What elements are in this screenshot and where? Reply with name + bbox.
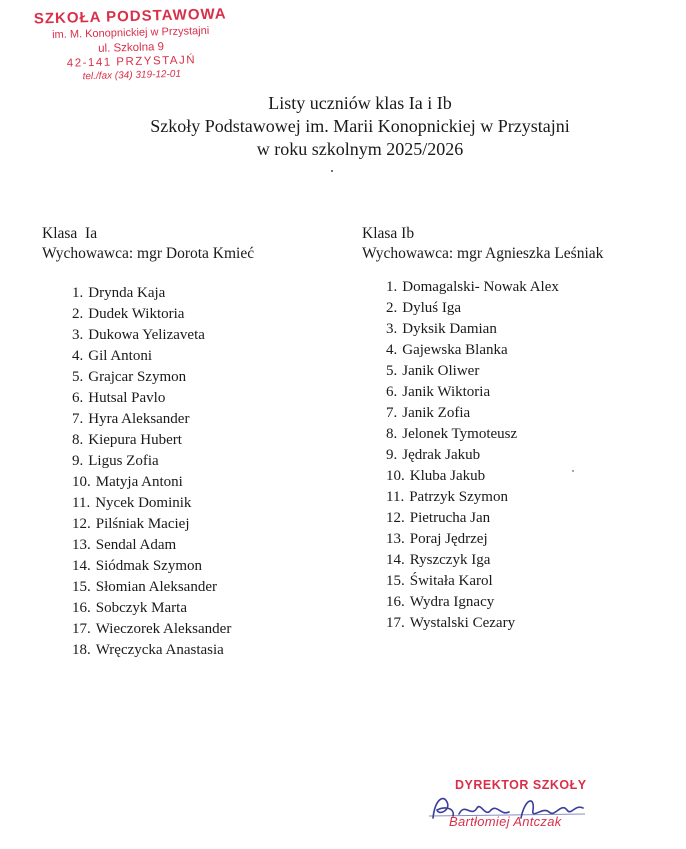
student-name: Poraj Jędrzej: [409, 531, 488, 547]
student-name: Słomian Aleksander: [95, 579, 217, 595]
class-b-student-item: [386, 487, 559, 508]
class-b-teacher: Wychowawca: mgr Agnieszka Leśniak: [362, 245, 604, 262]
class-b-student-item: [386, 466, 559, 487]
class-b-student-item: [386, 550, 559, 571]
student-number: 8.: [72, 432, 84, 448]
student-name: Dudek Wiktoria: [88, 306, 185, 322]
class-a-label: Klasa Ia: [42, 225, 98, 242]
student-number: 7.: [72, 411, 84, 427]
student-name: Drynda Kaja: [88, 285, 166, 301]
student-number: 14.: [386, 552, 405, 568]
class-a-student-item: [72, 325, 231, 346]
student-name: Wręczycka Anastasia: [95, 642, 224, 658]
student-number: 4.: [72, 348, 84, 364]
student-name: Dyksik Damian: [402, 321, 497, 337]
title-line-2: Szkoły Podstawowej im. Marii Konopnickiej w Przystajni: [150, 116, 570, 136]
student-name: Siódmak Szymon: [95, 558, 203, 574]
student-number: 4.: [386, 342, 398, 358]
class-a-student-item: [72, 598, 231, 619]
student-name: Grajcar Szymon: [88, 369, 187, 385]
student-name: Gajewska Blanka: [402, 342, 508, 358]
class-a-student-item: [72, 493, 231, 514]
student-number: 14.: [72, 558, 91, 574]
signature-role: DYREKTOR SZKOŁY: [455, 778, 587, 792]
student-number: 12.: [72, 516, 91, 532]
class-b-student-item: [386, 508, 559, 529]
class-b-student-item: [386, 319, 559, 340]
student-name: Wieczorek Aleksander: [95, 621, 232, 637]
student-name: Hyra Aleksander: [88, 411, 190, 427]
student-number: 5.: [72, 369, 84, 385]
student-name: Kiepura Hubert: [88, 432, 182, 448]
student-name: Matyja Antoni: [95, 474, 183, 490]
student-number: 2.: [72, 306, 84, 322]
class-a-student-item: [72, 472, 231, 493]
title-line-1: Listy uczniów klas Ia i Ib: [268, 93, 452, 113]
student-number: 18.: [72, 642, 91, 658]
student-number: 5.: [386, 363, 398, 379]
student-number: 16.: [72, 600, 91, 616]
student-number: 17.: [72, 621, 91, 637]
student-name: Pietrucha Jan: [409, 510, 491, 526]
class-a-student-item: [72, 409, 231, 430]
class-b-student-item: [386, 277, 559, 298]
class-a-student-item: [72, 556, 231, 577]
student-number: 12.: [386, 510, 405, 526]
signature-name: Bartłomiej Antczak: [449, 814, 562, 829]
class-a-student-list: [72, 283, 231, 661]
student-name: Jelonek Tymoteusz: [402, 426, 518, 442]
student-name: Hutsal Pavlo: [88, 390, 166, 406]
stamp-school-name: SZKOŁA PODSTAWOWA: [33, 5, 227, 28]
student-number: 13.: [72, 537, 91, 553]
class-b-student-item: [386, 298, 559, 319]
class-a-header: [42, 224, 254, 264]
student-name: Wydra Ignacy: [409, 594, 495, 610]
class-b-student-item: [386, 529, 559, 550]
student-number: 7.: [386, 405, 398, 421]
student-number: 13.: [386, 531, 405, 547]
document-title: [90, 92, 630, 161]
student-number: 10.: [72, 474, 91, 490]
class-b-student-item: [386, 424, 559, 445]
student-name: Pilśniak Maciej: [95, 516, 190, 532]
student-number: 2.: [386, 300, 398, 316]
student-number: 3.: [386, 321, 398, 337]
student-number: 11.: [386, 489, 405, 505]
school-stamp: [25, 5, 237, 83]
student-name: Janik Wiktoria: [402, 384, 491, 400]
student-number: 17.: [386, 615, 405, 631]
class-b-student-item: [386, 613, 559, 634]
class-a-teacher: Wychowawca: mgr Dorota Kmieć: [42, 245, 255, 262]
class-a-student-item: [72, 535, 231, 556]
class-b-header: [362, 224, 603, 264]
student-number: 15.: [72, 579, 91, 595]
class-a-student-item: [72, 451, 231, 472]
class-b-student-item: [386, 340, 559, 361]
class-a-student-item: [72, 514, 231, 535]
class-a-student-item: [72, 640, 231, 661]
class-a-student-item: [72, 283, 231, 304]
student-name: Janik Oliwer: [402, 363, 480, 379]
student-number: 10.: [386, 468, 405, 484]
class-b-student-item: [386, 571, 559, 592]
ink-dot: [331, 170, 333, 172]
student-number: 6.: [72, 390, 84, 406]
stamp-city: 42-141 PRZYSTAJŃ: [66, 54, 197, 70]
class-b-student-item: [386, 382, 559, 403]
class-b-label: Klasa Ib: [362, 225, 415, 242]
student-name: Świtała Karol: [409, 573, 493, 589]
student-name: Sendal Adam: [95, 537, 177, 553]
stamp-phone: tel./fax (34) 319-12-01: [82, 68, 182, 83]
class-a-student-item: [72, 346, 231, 367]
student-name: Janik Zofia: [402, 405, 471, 421]
class-b-student-list: [386, 277, 559, 634]
student-number: 11.: [72, 495, 91, 511]
student-name: Dyluś Iga: [402, 300, 461, 316]
student-name: Ligus Zofia: [88, 453, 159, 469]
student-name: Domagalski- Nowak Alex: [402, 279, 559, 295]
student-number: 9.: [72, 453, 84, 469]
class-a-student-item: [72, 577, 231, 598]
stamp-patron: im. M. Konopnickiej w Przystajni: [52, 24, 210, 42]
student-number: 6.: [386, 384, 398, 400]
class-a-student-item: [72, 430, 231, 451]
ink-dot: [572, 470, 574, 472]
student-name: Dukowa Yelizaveta: [88, 327, 205, 343]
director-signature-block: [425, 778, 625, 838]
class-a-student-item: [72, 304, 231, 325]
student-name: Patrzyk Szymon: [409, 489, 508, 505]
student-name: Kluba Jakub: [409, 468, 486, 484]
class-b-student-item: [386, 445, 559, 466]
student-number: 3.: [72, 327, 84, 343]
class-b-student-item: [386, 403, 559, 424]
student-number: 1.: [386, 279, 398, 295]
student-number: 9.: [386, 447, 398, 463]
class-a-student-item: [72, 388, 231, 409]
student-name: Ryszczyk Iga: [409, 552, 491, 568]
class-b-student-item: [386, 592, 559, 613]
student-number: 15.: [386, 573, 405, 589]
stamp-street: ul. Szkolna 9: [98, 41, 165, 55]
student-number: 8.: [386, 426, 398, 442]
student-number: 16.: [386, 594, 405, 610]
class-a-student-item: [72, 619, 231, 640]
class-a-student-item: [72, 367, 231, 388]
student-number: 1.: [72, 285, 84, 301]
student-name: Nycek Dominik: [95, 495, 192, 511]
student-name: Sobczyk Marta: [95, 600, 187, 616]
title-line-3: w roku szkolnym 2025/2026: [256, 139, 464, 159]
student-name: Jędrak Jakub: [402, 447, 481, 463]
student-name: Wystalski Cezary: [409, 615, 516, 631]
student-name: Gil Antoni: [88, 348, 153, 364]
class-b-student-item: [386, 361, 559, 382]
